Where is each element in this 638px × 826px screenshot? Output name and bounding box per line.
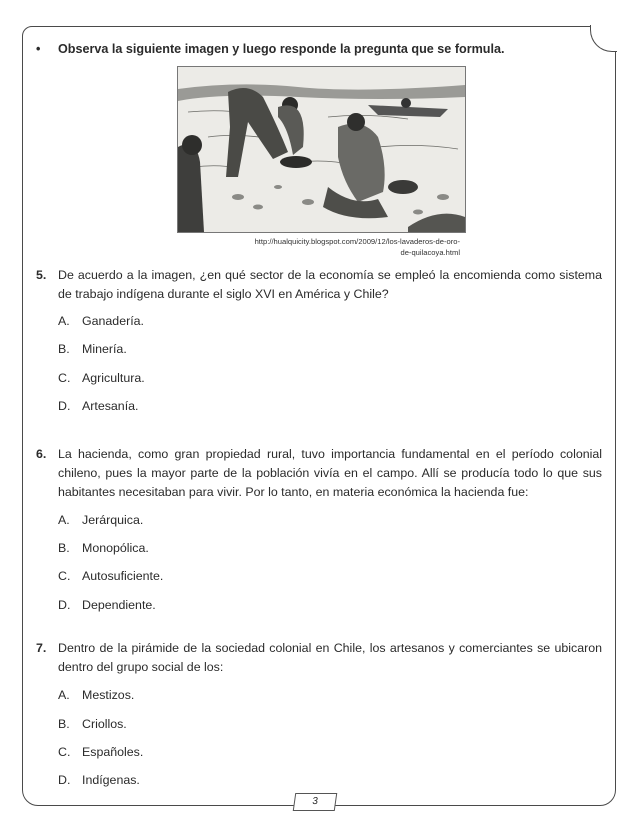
option-letter: C. (58, 569, 71, 583)
q7-option-c[interactable] (58, 744, 143, 760)
q5-option-a[interactable] (58, 313, 144, 329)
q6-option-d[interactable] (58, 597, 156, 613)
gold-washing-illustration (177, 66, 466, 233)
illustration-drawing (178, 67, 465, 232)
frame-corner (590, 25, 617, 52)
option-text: Monopólica. (82, 541, 149, 555)
caption-line-1: http://hualquicity.blogspot.com/2009/12/los-lavaderos-de-oro- (254, 237, 460, 246)
option-letter: C. (58, 745, 71, 759)
q5-option-c[interactable] (58, 370, 145, 386)
q5-option-b[interactable] (58, 341, 127, 357)
option-text: Jerárquica. (82, 513, 144, 527)
option-letter: D. (58, 399, 71, 413)
option-letter: B. (58, 541, 70, 555)
question-text: Dentro de la pirámide de la sociedad colonial en Chile, los artesanos y comerciantes se ubicaron dentro del grupo social de los: (58, 641, 602, 674)
option-letter: A. (58, 314, 70, 328)
option-letter: C. (58, 371, 71, 385)
q7-option-b[interactable] (58, 716, 127, 732)
option-letter: D. (58, 598, 71, 612)
question-text: De acuerdo a la imagen, ¿en qué sector de la economía se empleó la encomienda como sistema de trabajo indígena durante el siglo XVI en América y Chile? (58, 268, 602, 301)
question-6 (36, 445, 602, 502)
option-text: Minería. (82, 342, 127, 356)
q6-option-b[interactable] (58, 540, 149, 556)
caption-line-2: de-quilacoya.html (400, 248, 460, 257)
option-letter: A. (58, 513, 70, 527)
image-source-caption (200, 236, 460, 258)
option-text: Criollos. (82, 717, 127, 731)
option-text: Autosuficiente. (82, 569, 164, 583)
intro-instruction (36, 42, 505, 56)
option-letter: A. (58, 688, 70, 702)
question-7 (36, 639, 602, 677)
q7-option-d[interactable] (58, 772, 140, 788)
option-letter: B. (58, 717, 70, 731)
option-text: Españoles. (82, 745, 144, 759)
question-number: 7. (36, 641, 47, 655)
option-text: Artesanía. (82, 399, 139, 413)
q6-option-a[interactable] (58, 512, 143, 528)
q6-option-c[interactable] (58, 568, 163, 584)
q5-option-d[interactable] (58, 398, 138, 414)
option-text: Ganadería. (82, 314, 144, 328)
question-5 (36, 266, 602, 304)
intro-bullet: • (36, 42, 41, 56)
option-letter: B. (58, 342, 70, 356)
option-text: Mestizos. (82, 688, 135, 702)
option-text: Dependiente. (82, 598, 156, 612)
page-number: 3 (311, 796, 319, 807)
option-text: Agricultura. (82, 371, 145, 385)
option-letter: D. (58, 773, 71, 787)
q7-option-a[interactable] (58, 687, 134, 703)
question-number: 5. (36, 268, 47, 282)
question-number: 6. (36, 447, 47, 461)
intro-text: Observa la siguiente imagen y luego responde la pregunta que se formula. (58, 42, 505, 56)
page-number-box (293, 793, 338, 811)
question-text: La hacienda, como gran propiedad rural, tuvo importancia fundamental en el período colonial chileno, pues la mayor parte de la población vivía en el campo. Allí se producía todo lo que sus habitantes necesitaban para vivir. Por lo tanto, en materia económica la hacienda fue: (58, 447, 602, 499)
option-text: Indígenas. (82, 773, 140, 787)
